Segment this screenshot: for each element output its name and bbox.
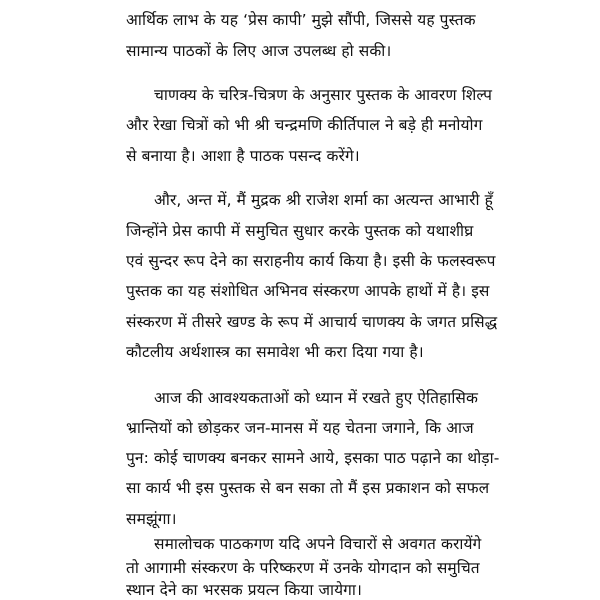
text-line: समालोचक पाठकगण यदि अपने विचारों से अवगत करायेंगे — [154, 535, 482, 553]
text-line: पुस्तक का यह संशोधित अभिनव संस्करण आपके हाथों में है। इस — [126, 282, 490, 300]
text-line: पुन: कोई चाणक्य बनकर सामने आये, इसका पाठ पढ़ाने का थोड़ा- — [126, 449, 500, 467]
text-line: आज की आवश्यकताओं को ध्यान में रखते हुए ऐतिहासिक — [154, 389, 478, 407]
text-line: समझूंगा। — [126, 510, 177, 528]
text-line: भ्रान्तियों को छोड़कर जन-मानस में यह चेतना जगाने, कि आज — [126, 419, 474, 437]
text-line: जिन्होंने प्रेस कापी में समुचित सुधार करके पुस्तक को यथाशीघ्र — [126, 222, 474, 240]
text-line: सा कार्य भी इस पुस्तक से बन सका तो मैं इस प्रकाशन को सफल — [126, 479, 490, 497]
text-line: स्थान देने का भरसक प्रयत्न किया जायेगा। — [126, 581, 362, 599]
text-line: एवं सुन्दर रूप देने का सराहनीय कार्य किया है। इसी के फलस्वरूप — [126, 252, 496, 270]
text-line: आर्थिक लाभ के यह ‘प्रेस कापी’ मुझे सौंपी, जिससे यह पुस्तक — [126, 11, 476, 29]
text-line: और, अन्त में, मैं मुद्रक श्री राजेश शर्मा का अत्यन्त आभारी हूँ — [154, 191, 493, 209]
text-line: संस्करण में तीसरे खण्ड के रूप में आचार्य चाणक्य के जगत प्रसिद्ध — [126, 313, 498, 331]
text-line: कौटलीय अर्थशास्त्र का समावेश भी करा दिया गया है। — [126, 343, 424, 361]
text-line: चाणक्य के चरित्र-चित्रण के अनुसार पुस्तक के आवरण शिल्प — [154, 86, 493, 104]
text-line: से बनाया है। आशा है पाठक पसन्द करेंगे। — [126, 147, 360, 165]
text-line: सामान्य पाठकों के लिए आज उपलब्ध हो सकी। — [126, 42, 392, 60]
text-line: तो आगामी संस्करण के परिष्करण में उनके योगदान को समुचित — [126, 559, 480, 577]
text-line: और रेखा चित्रों को भी श्री चन्द्रमणि कीर्तिपाल ने बड़े ही मनोयोग — [126, 116, 483, 134]
